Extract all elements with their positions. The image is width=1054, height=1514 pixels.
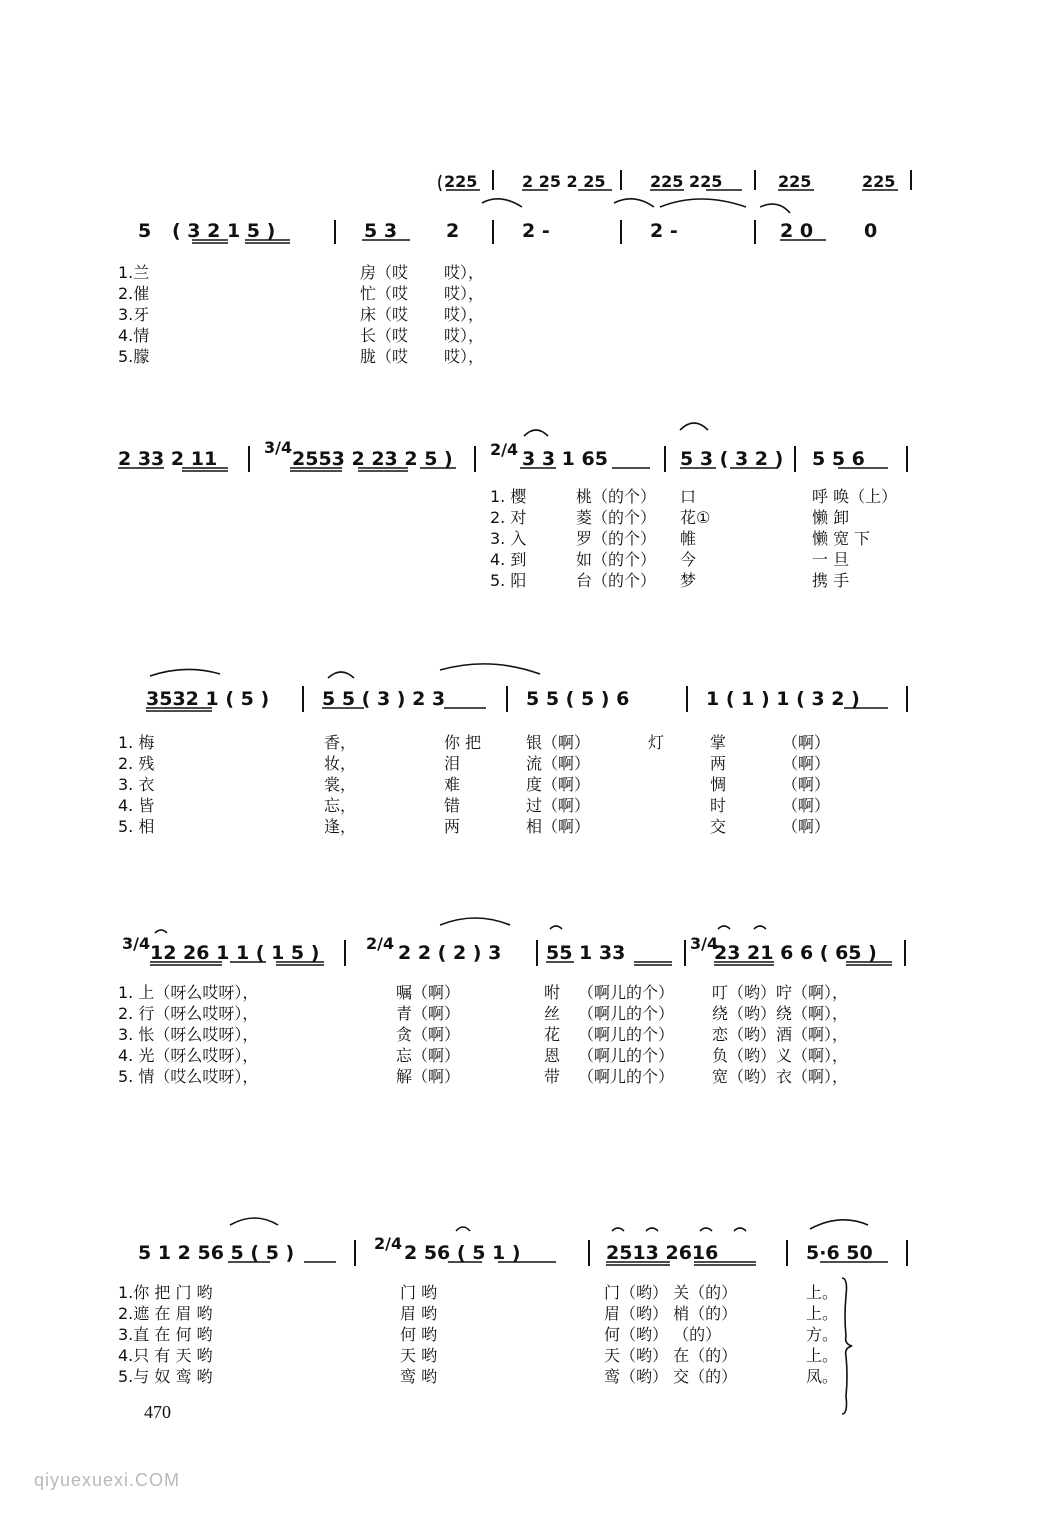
notation-group: 23 21 6 6 ( 65 ): [714, 942, 877, 964]
notation-group: 2 33 2 11: [118, 448, 218, 470]
lyric-word: 梦: [680, 571, 697, 590]
lyric-word: 贪（啊）: [396, 1025, 461, 1044]
lyric-word: 花①: [680, 508, 711, 527]
lyric-word: 嘱（啊）: [396, 983, 461, 1002]
lyric-word: 解（啊）: [396, 1067, 461, 1086]
lyric-word: 绕（哟）绕（啊），: [712, 1004, 849, 1023]
lyric-word: 丝: [544, 1004, 561, 1023]
time-signature: 3/4: [690, 934, 719, 953]
lyric-word: 5.朦: [118, 347, 150, 366]
lyric-word: 咐: [544, 983, 561, 1002]
lyric-word: 4. 皆: [118, 796, 155, 815]
notation-group: 2 0: [780, 220, 814, 242]
accompaniment-note: 225: [444, 172, 478, 191]
lyric-word: 负（哟）义（啊），: [712, 1046, 849, 1065]
lyric-word: 天（哟） 在（的）: [604, 1346, 738, 1365]
lyrics-block: [812, 486, 897, 591]
lyric-word: 2.催: [118, 284, 150, 303]
lyrics-block: [444, 732, 481, 837]
notation-group: 5 5 6: [812, 448, 865, 470]
lyrics-block: [604, 1282, 737, 1387]
notation-group: 2513 2616: [606, 1242, 719, 1264]
lyrics-block: [680, 486, 710, 591]
lyrics-block: [710, 732, 726, 837]
lyric-word: 时: [710, 796, 727, 815]
lyric-word: 5. 阳: [490, 571, 527, 590]
lyric-word: （啊儿的个）: [578, 983, 675, 1002]
notation-group: 2: [446, 220, 460, 242]
lyric-word: 带: [544, 1067, 561, 1086]
time-signature: 3/4: [264, 438, 293, 457]
lyric-word: 4.情: [118, 326, 150, 345]
lyric-word: 胧（哎: [360, 347, 409, 366]
lyric-word: 床（哎: [360, 305, 409, 324]
lyric-word: 携 手: [812, 571, 850, 590]
lyrics-block: [324, 732, 356, 837]
lyric-word: 一 旦: [812, 550, 850, 569]
lyric-word: 哎），: [444, 347, 485, 366]
notation-group: 5 5 ( 3 ) 2 3: [322, 688, 446, 710]
notation-group: 0: [864, 220, 878, 242]
lyric-word: 鸾 哟: [400, 1367, 438, 1386]
lyric-word: 灯: [648, 733, 665, 752]
lyric-word: 掌: [710, 733, 727, 752]
lyric-word: 忘（啊）: [396, 1046, 461, 1065]
lyric-word: （啊儿的个）: [578, 1046, 675, 1065]
lyric-word: 天 哟: [400, 1346, 438, 1365]
lyric-word: 上。: [806, 1283, 839, 1302]
lyric-word: 凤。: [806, 1367, 839, 1386]
lyric-word: 门（哟） 关（的）: [604, 1283, 738, 1302]
lyric-word: 4. 光（呀么哎呀），: [118, 1046, 259, 1065]
lyric-word: 恋（哟）酒（啊），: [712, 1025, 849, 1044]
lyric-word: 5.与 奴 鸾 哟: [118, 1367, 213, 1386]
lyrics-block: [118, 982, 258, 1087]
lyric-word: （啊儿的个）: [578, 1004, 675, 1023]
lyric-word: 1. 梅: [118, 733, 155, 752]
lyrics-block: [118, 732, 154, 837]
lyrics-block: [360, 262, 408, 367]
lyric-word: 哎），: [444, 284, 485, 303]
lyric-word: 裳，: [324, 775, 357, 794]
lyric-word: 难: [444, 775, 461, 794]
lyric-word: 5. 情（哎么哎呀），: [118, 1067, 259, 1086]
notation-group: 3532 1 ( 5 ): [146, 688, 270, 710]
notation-group: 2553 2 23 2 5 ): [292, 448, 453, 470]
lyric-word: （啊）: [782, 733, 831, 752]
lyrics-block: [544, 982, 560, 1087]
lyric-word: 两: [444, 817, 461, 836]
lyric-word: 2. 对: [490, 508, 527, 527]
notation-group: 2 2 ( 2 ) 3: [398, 942, 502, 964]
lyric-word: 相（啊）: [526, 817, 591, 836]
notation-group: 2 -: [650, 220, 678, 242]
lyric-word: 哎），: [444, 263, 485, 282]
lyric-word: 今: [680, 550, 697, 569]
notation-group: 5 3 ( 3 2 ): [680, 448, 784, 470]
lyric-word: （啊儿的个）: [578, 1067, 675, 1086]
page-number: 470: [144, 1402, 171, 1422]
time-signature: 2/4: [374, 1234, 403, 1253]
lyric-word: 帷: [680, 529, 697, 548]
lyric-word: 1. 樱: [490, 487, 527, 506]
lyric-word: （啊）: [782, 796, 831, 815]
lyric-word: 鸾（哟） 交（的）: [604, 1367, 738, 1386]
lyrics-block: [118, 1282, 213, 1387]
lyric-word: 方。: [806, 1325, 839, 1344]
lyric-word: 懒 宽 下: [812, 529, 871, 548]
lyric-word: 长（哎: [360, 326, 409, 345]
lyric-word: 宽（哟）衣（啊），: [712, 1067, 849, 1086]
notation-group: 2 -: [522, 220, 550, 242]
lyric-word: 银（啊）: [526, 733, 591, 752]
lyrics-block: [578, 982, 674, 1087]
lyric-word: 4. 到: [490, 550, 527, 569]
accompaniment-note: 225: [778, 172, 812, 191]
lyric-word: 哎），: [444, 305, 485, 324]
lyric-word: 桃（的个）: [576, 487, 657, 506]
lyric-word: 过（啊）: [526, 796, 591, 815]
accompaniment-note: 225: [862, 172, 896, 191]
lyric-word: （啊）: [782, 775, 831, 794]
notation-group: 5·6 50: [806, 1242, 873, 1264]
lyric-word: 香，: [324, 733, 357, 752]
lyric-word: 2. 残: [118, 754, 155, 773]
notation-group: ( 3 2 1 5 ): [172, 220, 276, 242]
notation-group: 12 26 1 1 ( 1 5 ): [150, 942, 320, 964]
lyric-word: 2. 行（呀么哎呀），: [118, 1004, 259, 1023]
lyric-word: 1.你 把 门 哟: [118, 1283, 213, 1302]
lyric-word: 上。: [806, 1304, 839, 1323]
lyric-word: 何（哟） （的）: [604, 1325, 722, 1344]
lyrics-block: [118, 262, 149, 367]
lyric-word: 恩: [544, 1046, 561, 1065]
lyrics-block: [576, 486, 656, 591]
lyric-word: （啊儿的个）: [578, 1025, 675, 1044]
lyric-word: 3.直 在 何 哟: [118, 1325, 213, 1344]
accompaniment-note: 225 225: [650, 172, 723, 191]
lyric-word: （啊）: [782, 754, 831, 773]
lyrics-block: [396, 982, 460, 1087]
lyric-word: 青（啊）: [396, 1004, 461, 1023]
lyric-word: 花: [544, 1025, 561, 1044]
lyric-word: 叮（哟）咛（啊），: [712, 983, 849, 1002]
lyric-word: 3. 怅（呀么哎呀），: [118, 1025, 259, 1044]
lyric-word: 台（的个）: [576, 571, 657, 590]
lyric-word: 流（啊）: [526, 754, 591, 773]
lyric-word: 惆: [710, 775, 727, 794]
lyric-word: 3. 衣: [118, 775, 155, 794]
lyrics-block: [400, 1282, 437, 1387]
notation-group: 5 5 ( 5 ) 6: [526, 688, 630, 710]
lyric-word: 1.兰: [118, 263, 150, 282]
lyrics-block: [444, 262, 484, 367]
lyric-word: 你 把: [444, 733, 482, 752]
lyric-word: 交: [710, 817, 727, 836]
time-signature: 2/4: [366, 934, 395, 953]
notation-group: 1 ( 1 ) 1 ( 3 2 ): [706, 688, 860, 710]
notation-group: 2 56 ( 5 1 ): [404, 1242, 521, 1264]
lyric-word: 5. 相: [118, 817, 155, 836]
lyric-word: 何 哟: [400, 1325, 438, 1344]
lyric-word: 3. 入: [490, 529, 527, 548]
watermark: qiyuexuexi.COM: [34, 1470, 181, 1490]
lyric-word: 度（啊）: [526, 775, 591, 794]
lyric-word: 1. 上（呀么哎呀），: [118, 983, 259, 1002]
lyrics-block: [648, 732, 664, 753]
lyric-word: 呼 唤（上）: [812, 487, 898, 506]
lyric-word: 眉（哟） 梢（的）: [604, 1304, 738, 1323]
lyric-word: 如（的个）: [576, 550, 657, 569]
lyric-word: 4.只 有 天 哟: [118, 1346, 213, 1365]
lyric-word: 眉 哟: [400, 1304, 438, 1323]
lyric-word: 逢，: [324, 817, 357, 836]
lyrics-block: [490, 486, 526, 591]
lyric-word: 口: [680, 487, 697, 506]
lyric-word: 错: [444, 796, 461, 815]
notation-group: 5 3: [364, 220, 398, 242]
lyric-word: 罗（的个）: [576, 529, 657, 548]
lyrics-block: [782, 732, 830, 837]
notation-group: 3 3 1 65: [522, 448, 608, 470]
lyric-word: 门 哟: [400, 1283, 438, 1302]
lyric-word: （啊）: [782, 817, 831, 836]
lyric-word: 房（哎: [360, 263, 409, 282]
lyric-word: 两: [710, 754, 727, 773]
lyric-word: 上。: [806, 1346, 839, 1365]
time-signature: 2/4: [490, 440, 519, 459]
lyric-word: 懒 卸: [812, 508, 850, 527]
notation-group: 5: [138, 220, 152, 242]
lyric-word: 忙（哎: [360, 284, 409, 303]
notation-group: 5 1 2 56 5 ( 5 ): [138, 1242, 295, 1264]
lyrics-block: [712, 982, 848, 1087]
lyric-word: 哎），: [444, 326, 485, 345]
lyric-word: 2.遮 在 眉 哟: [118, 1304, 213, 1323]
lyric-word: 3.牙: [118, 305, 150, 324]
lyrics-block: [526, 732, 590, 837]
lyric-word: 妆，: [324, 754, 357, 773]
notation-group: 55 1 33: [546, 942, 626, 964]
accompaniment-note: 2 25 2 25: [522, 172, 606, 191]
lyrics-block: [806, 1282, 838, 1387]
lyric-word: 忘，: [324, 796, 357, 815]
time-signature: 3/4: [122, 934, 151, 953]
lyric-word: 菱（的个）: [576, 508, 657, 527]
lyric-word: 泪: [444, 754, 461, 773]
